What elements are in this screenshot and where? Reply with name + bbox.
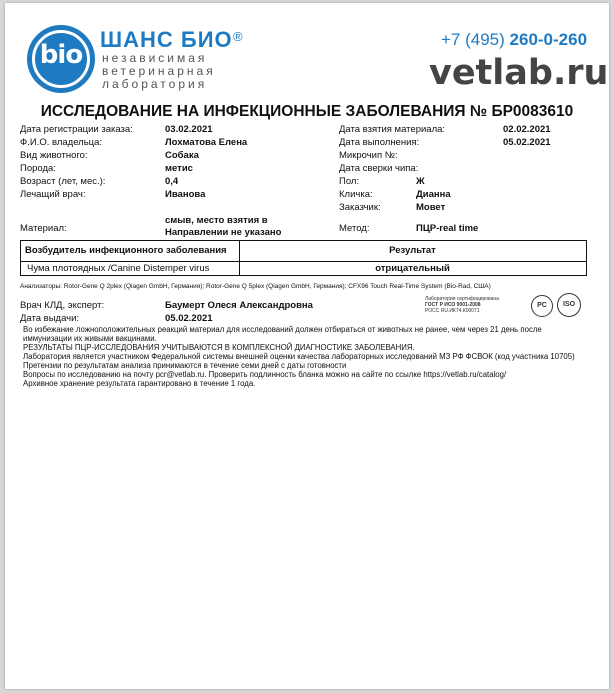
method-value: ПЦР-real time (416, 223, 479, 234)
note-line: иммунизации их живыми вакцинами. (23, 334, 157, 343)
field-label: Возраст (лет, мес.): (20, 176, 106, 187)
field-value: 03.02.2021 (165, 124, 213, 135)
note-line: Архивное хранение результата гарантировано в течение 1 года. (23, 379, 256, 388)
site-url: vetlab.ru (429, 53, 609, 93)
field-value: метис (165, 163, 193, 174)
issue-date-label: Дата выдачи: (20, 313, 80, 324)
phone-number: 260-0-260 (509, 30, 588, 49)
field-label: Пол: (339, 176, 360, 187)
field-value: 02.02.2021 (503, 124, 551, 135)
table-header-pathogen: Возбудитель инфекционного заболевания (25, 245, 227, 256)
note-line: Лаборатория является участником Федеральной системы внешней оценки качества лабораторных исследований МЗ РФ ФСВОК (код участника 10705) (23, 352, 575, 361)
registered-mark: ® (233, 29, 243, 44)
field-label: Микрочип №: (339, 150, 398, 161)
table-header-result: Результат (389, 245, 436, 256)
cert-line: РОСС RU.ИК74.К00071 (425, 308, 480, 314)
material-label: Материал: (20, 223, 67, 234)
cert-line: Лаборатория сертифицирована (425, 296, 499, 302)
field-label: Дата сверки чипа: (339, 163, 419, 174)
certification-text (425, 296, 499, 314)
doctor-value: Баумерт Олеся Александровна (165, 300, 313, 311)
field-label: Вид животного: (20, 150, 88, 161)
document-title: ИССЛЕДОВАНИЕ НА ИНФЕКЦИОННЫЕ ЗАБОЛЕВАНИЯ № БР0083610 (40, 103, 574, 120)
field-value: Иванова (165, 189, 206, 200)
material-value-line2: Направлении не указано (165, 227, 282, 238)
subtitle-line-3: лаборатория (102, 77, 208, 91)
field-label: Ф.И.О. владельца: (20, 137, 103, 148)
note-line: Вопросы по исследованию на почту pcr@vetlab.ru. Проверить подлинность бланка можно на сайте по ссылке https://vetlab.ru/catalog/ (23, 370, 507, 379)
phone-prefix: +7 (495) (441, 30, 505, 49)
table-cell-result: отрицательный (375, 263, 450, 274)
analyzers-note: Анализаторы: Rotor-Gene Q 2plex (Qiagen GmbH, Германия); Rotor-Gene Q 5plex (Qiagen GmbH, Германия); CFX96 Touch Real-Time System (Bio-Rad, США) (20, 283, 491, 290)
phone (441, 30, 587, 50)
field-label: Лечащий врач: (20, 189, 86, 200)
field-value: Лохматова Елена (165, 137, 248, 148)
material-value-line1: смыв, место взятия в (165, 215, 268, 226)
note-line: Во избежание ложноположительных реакций материал для исследований должен отбираться от животных не ранее, чем через 21 день после (23, 325, 542, 334)
iso-badge-icon: ISO (557, 293, 581, 317)
field-label: Дата взятия материала: (339, 124, 446, 135)
doctor-label: Врач КЛД, эксперт: (20, 300, 105, 311)
issue-date-value: 05.02.2021 (165, 313, 213, 324)
method-label: Метод: (339, 223, 370, 234)
field-value: Дианна (416, 189, 451, 200)
logo-text: bio (39, 40, 83, 70)
note-line: РЕЗУЛЬТАТЫ ПЦР-ИССЛЕДОВАНИЯ УЧИТЫВАЮТСЯ В КОМПЛЕКСНОЙ ДИАГНОСТИКЕ ЗАБОЛЕВАНИЯ. (23, 343, 415, 352)
field-label: Кличка: (339, 189, 373, 200)
subtitle-line-1: независимая (102, 51, 208, 65)
rostest-badge-icon: PC (531, 295, 553, 317)
note-line: Претензии по результатам анализа принимаются в течение семи дней с даты готовности (23, 361, 347, 370)
field-label: Порода: (20, 163, 56, 174)
field-value: 0,4 (165, 176, 179, 187)
brand-name: ШАНС БИО (100, 27, 233, 52)
table-divider (21, 261, 586, 262)
table-cell-pathogen: Чума плотоядных /Canine Distemper virus (27, 263, 210, 274)
field-label: Заказчик: (339, 202, 381, 213)
subtitle-line-2: ветеринарная (102, 64, 216, 78)
field-label: Дата регистрации заказа: (20, 124, 133, 135)
bio-logo (27, 25, 95, 93)
results-table (20, 240, 587, 276)
field-label: Дата выполнения: (339, 137, 420, 148)
field-value: Мовет (416, 202, 446, 213)
field-value: Ж (416, 176, 425, 187)
document-page (5, 3, 609, 689)
field-value: Собака (165, 150, 199, 161)
field-value: 05.02.2021 (503, 137, 551, 148)
cert-line: ГОСТ Р ИСО 9001-2008 (425, 302, 481, 308)
